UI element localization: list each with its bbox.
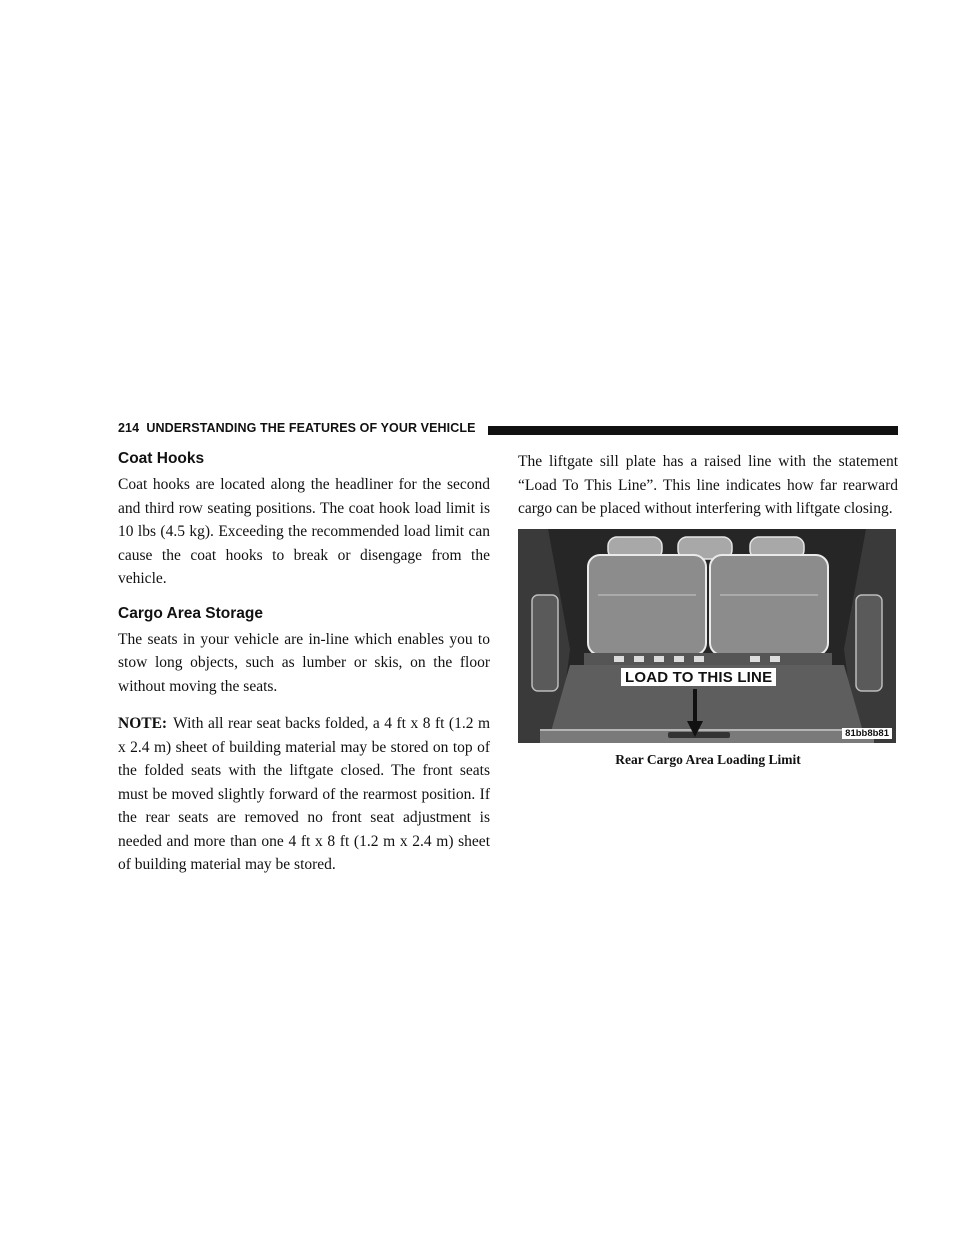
load-line-callout: LOAD TO THIS LINE (621, 668, 776, 686)
right-column (518, 450, 898, 768)
page-number: 214 (118, 421, 140, 435)
cargo-area-illustration (518, 529, 896, 743)
note-text: With all rear seat backs folded, a 4 ft x 8 ft (1.2 m x 2.4 m) sheet of building material may be stored on top of the folded seats with the liftgate closed. The front seats must be moved slightly forward of the rearmost position. If the rear seats are removed no front seat adjustment is needed and more than one 4 ft x 8 ft (1.2 m x 2.4 m) sheet of building material may be stored. (118, 715, 490, 873)
cargo-storage-heading: Cargo Area Storage (118, 604, 263, 622)
page-header (118, 418, 898, 440)
section-title: UNDERSTANDING THE FEATURES OF YOUR VEHICLE (146, 421, 476, 435)
figure-code: 81bb8b81 (842, 728, 892, 739)
note-paragraph (118, 712, 490, 877)
liftgate-paragraph: The liftgate sill plate has a raised line with the statement “Load To This Line”. This line indicates how far rearward cargo can be placed without interfering with liftgate closing. (518, 453, 898, 517)
coat-hooks-paragraph: Coat hooks are located along the headliner for the second and third row seating positions. The coat hook load limit is 10 lbs (4.5 kg). Exceeding the recommended load limit can cause the coat hooks to break or disengage from the vehicle. (118, 476, 490, 587)
cargo-area-drawing (518, 529, 896, 743)
header-rule-bar (488, 426, 898, 435)
note-label: NOTE: (118, 715, 168, 732)
cargo-storage-paragraph: The seats in your vehicle are in-line which enables you to stow long objects, such as lumber or skis, on the floor without moving the seats. (118, 630, 490, 695)
header-text (118, 421, 476, 435)
coat-hooks-heading: Coat Hooks (118, 450, 205, 467)
figure-caption: Rear Cargo Area Loading Limit (615, 751, 801, 767)
left-column (118, 450, 490, 891)
